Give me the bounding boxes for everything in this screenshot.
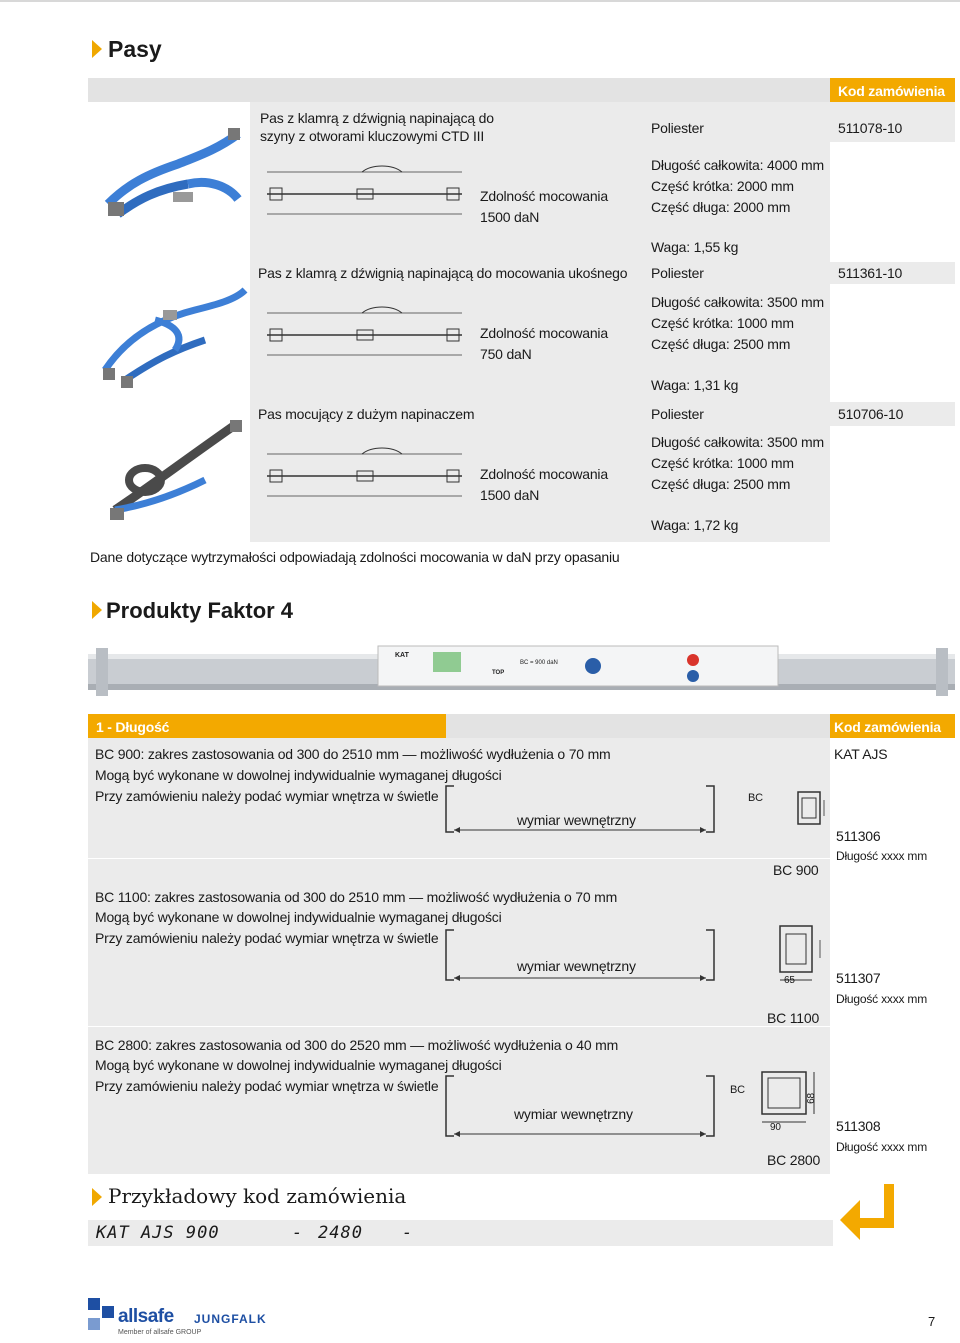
bc2800-line1: BC 2800: zakres zastosowania od 300 do 2520 mm — możliwość wydłużenia o 40 mm [95, 1037, 619, 1053]
bc1100-line2: Mogą być wykonane w dowolnej indywidualnie wymaganej długości [95, 909, 502, 925]
return-arrow-icon [838, 1182, 898, 1242]
strap-long-1: Część długa: 2000 mm [651, 199, 791, 215]
strength-note: Dane dotyczące wytrzymałości odpowiadają zdolności mocowania w daN przy opasaniu [90, 549, 620, 565]
strap-name-1b: szyny z otworami kluczowymi CTD III [260, 128, 485, 144]
bc1100-length-label: Długość xxxx mm [836, 992, 928, 1006]
code-col-gap-2 [830, 284, 955, 402]
strap-photo-1 [88, 104, 250, 254]
inner-dimension-label: wymiar wewnętrzny [517, 958, 636, 974]
strap-capacity-value-3: 1500 daN [480, 487, 540, 503]
length-order-header: Kod zamówienia [830, 714, 955, 738]
example-code-sep2: - [402, 1223, 414, 1243]
table-header-bar [88, 78, 830, 102]
strap-capacity-label-2: Zdolność mocowania [480, 325, 608, 341]
row-divider [88, 1026, 830, 1027]
logo-subtitle: Member of allsafe GROUP [118, 1329, 202, 1336]
bc1100-profile: BC 1100 [767, 1010, 820, 1026]
beam-label-top: TOP [492, 670, 505, 676]
strap-capacity-value-1: 1500 daN [480, 209, 540, 225]
top-rule [0, 0, 960, 2]
strap-long-3: Część długa: 2500 mm [651, 476, 791, 492]
bc900-length-label: Długość xxxx mm [836, 849, 928, 863]
bc900-profile: BC 900 [773, 862, 819, 878]
strap-code-3: 510706-10 [838, 406, 904, 422]
inner-dimension-label: wymiar wewnętrzny [514, 1106, 633, 1122]
section-title-faktor: Produkty Faktor 4 [106, 598, 294, 623]
strap-material-3: Poliester [651, 406, 704, 422]
strap-capacity-value-2: 750 daN [480, 346, 532, 362]
strap-total-length-2: Długość całkowita: 3500 mm [651, 294, 824, 310]
group-code: KAT AJS [834, 746, 888, 762]
example-code-part2: 2480 [318, 1223, 363, 1243]
strap-capacity-label-3: Zdolność mocowania [480, 466, 608, 482]
bc900-line1: BC 900: zakres zastosowania od 300 do 2510 mm — możliwość wydłużenia o 70 mm [95, 746, 611, 762]
code-col-gap-3 [830, 426, 955, 542]
strap-diagram-1 [262, 162, 467, 230]
bc2800-profile: BC 2800 [767, 1152, 821, 1168]
bc1100-line3: Przy zamówieniu należy podać wymiar wnętrza w świetle [95, 930, 439, 946]
bc2800-line3: Przy zamówieniu należy podać wymiar wnętrza w świetle [95, 1078, 439, 1094]
inner-dimension-diagram [440, 926, 720, 984]
section-title-example: Przykładowy kod zamówienia [108, 1184, 407, 1208]
bc900-profile-icon [790, 782, 830, 842]
logo-text: allsafe [118, 1306, 174, 1327]
strap-name-3: Pas mocujący z dużym napinaczem [258, 406, 475, 422]
bc1100-code: 511307 [836, 970, 881, 986]
strap-long-2: Część długa: 2500 mm [651, 336, 791, 352]
bc2800-length-label: Długość xxxx mm [836, 1140, 928, 1154]
section-marker-icon [92, 601, 102, 619]
order-code-header: Kod zamówienia [830, 78, 955, 102]
bc900-line3: Przy zamówieniu należy podać wymiar wnętrza w świetle [95, 788, 439, 804]
strap-diagram-3 [262, 444, 467, 512]
strap-diagram-2 [262, 303, 467, 371]
strap-material-2: Poliester [651, 265, 704, 281]
length-header: 1 - Długość [88, 714, 446, 738]
strap-photo-3 [95, 410, 250, 530]
section-marker-icon [92, 1188, 102, 1206]
bc2800-dim: 90 [770, 1122, 781, 1133]
strap-name-1a: Pas z klamrą z dźwignią napinającą do [260, 110, 494, 126]
length-code-col [830, 738, 955, 1174]
bc1100-profile-icon [770, 918, 830, 988]
bc900-tag: BC [748, 792, 763, 804]
example-code-part1: KAT AJS 900 [96, 1223, 220, 1243]
row-divider [88, 858, 830, 859]
strap-total-length-3: Długość całkowita: 3500 mm [651, 434, 824, 450]
beam-image [88, 640, 955, 700]
bc900-code: 511306 [836, 828, 881, 844]
strap-code-2: 511361-10 [838, 265, 903, 281]
example-code-sep1: - [292, 1223, 304, 1243]
bc2800-line2: Mogą być wykonane w dowolnej indywidualnie wymaganej długości [95, 1057, 502, 1073]
beam-label-brand: KAT [395, 652, 409, 659]
bc2800-dim2: 68 [805, 1093, 817, 1104]
bc2800-tag: BC [730, 1084, 745, 1096]
strap-short-1: Część krótka: 2000 mm [651, 178, 794, 194]
strap-short-3: Część krótka: 1000 mm [651, 455, 794, 471]
code-col-gap-1 [830, 142, 955, 262]
strap-weight-1: Waga: 1,55 kg [651, 239, 739, 255]
section-marker-icon [92, 40, 102, 58]
length-header-bar [446, 714, 830, 738]
beam-label-bc: BC = 900 daN [520, 660, 558, 666]
page-number: 7 [928, 1314, 936, 1329]
bc1100-line1: BC 1100: zakres zastosowania od 300 do 2510 mm — możliwość wydłużenia o 70 mm [95, 889, 618, 905]
strap-material-1: Poliester [651, 120, 704, 136]
strap-short-2: Część krótka: 1000 mm [651, 315, 794, 331]
strap-capacity-label-1: Zdolność mocowania [480, 188, 608, 204]
bc2800-code: 511308 [836, 1118, 881, 1134]
strap-weight-2: Waga: 1,31 kg [651, 377, 739, 393]
bc1100-dim: 65 [784, 975, 795, 986]
strap-total-length-1: Długość całkowita: 4000 mm [651, 157, 824, 173]
logo-text-second: JUNGFALK [194, 1312, 267, 1326]
section-title-pasy: Pasy [108, 36, 162, 62]
strap-weight-3: Waga: 1,72 kg [651, 517, 739, 533]
logo-mark-icon [88, 1298, 114, 1332]
inner-dimension-label: wymiar wewnętrzny [517, 812, 636, 828]
strap-photo-2 [95, 280, 250, 395]
strap-code-1: 511078-10 [838, 120, 903, 136]
strap-name-2: Pas z klamrą z dźwignią napinającą do mocowania ukośnego [258, 265, 628, 281]
bc900-line2: Mogą być wykonane w dowolnej indywidualnie wymaganej długości [95, 767, 502, 783]
